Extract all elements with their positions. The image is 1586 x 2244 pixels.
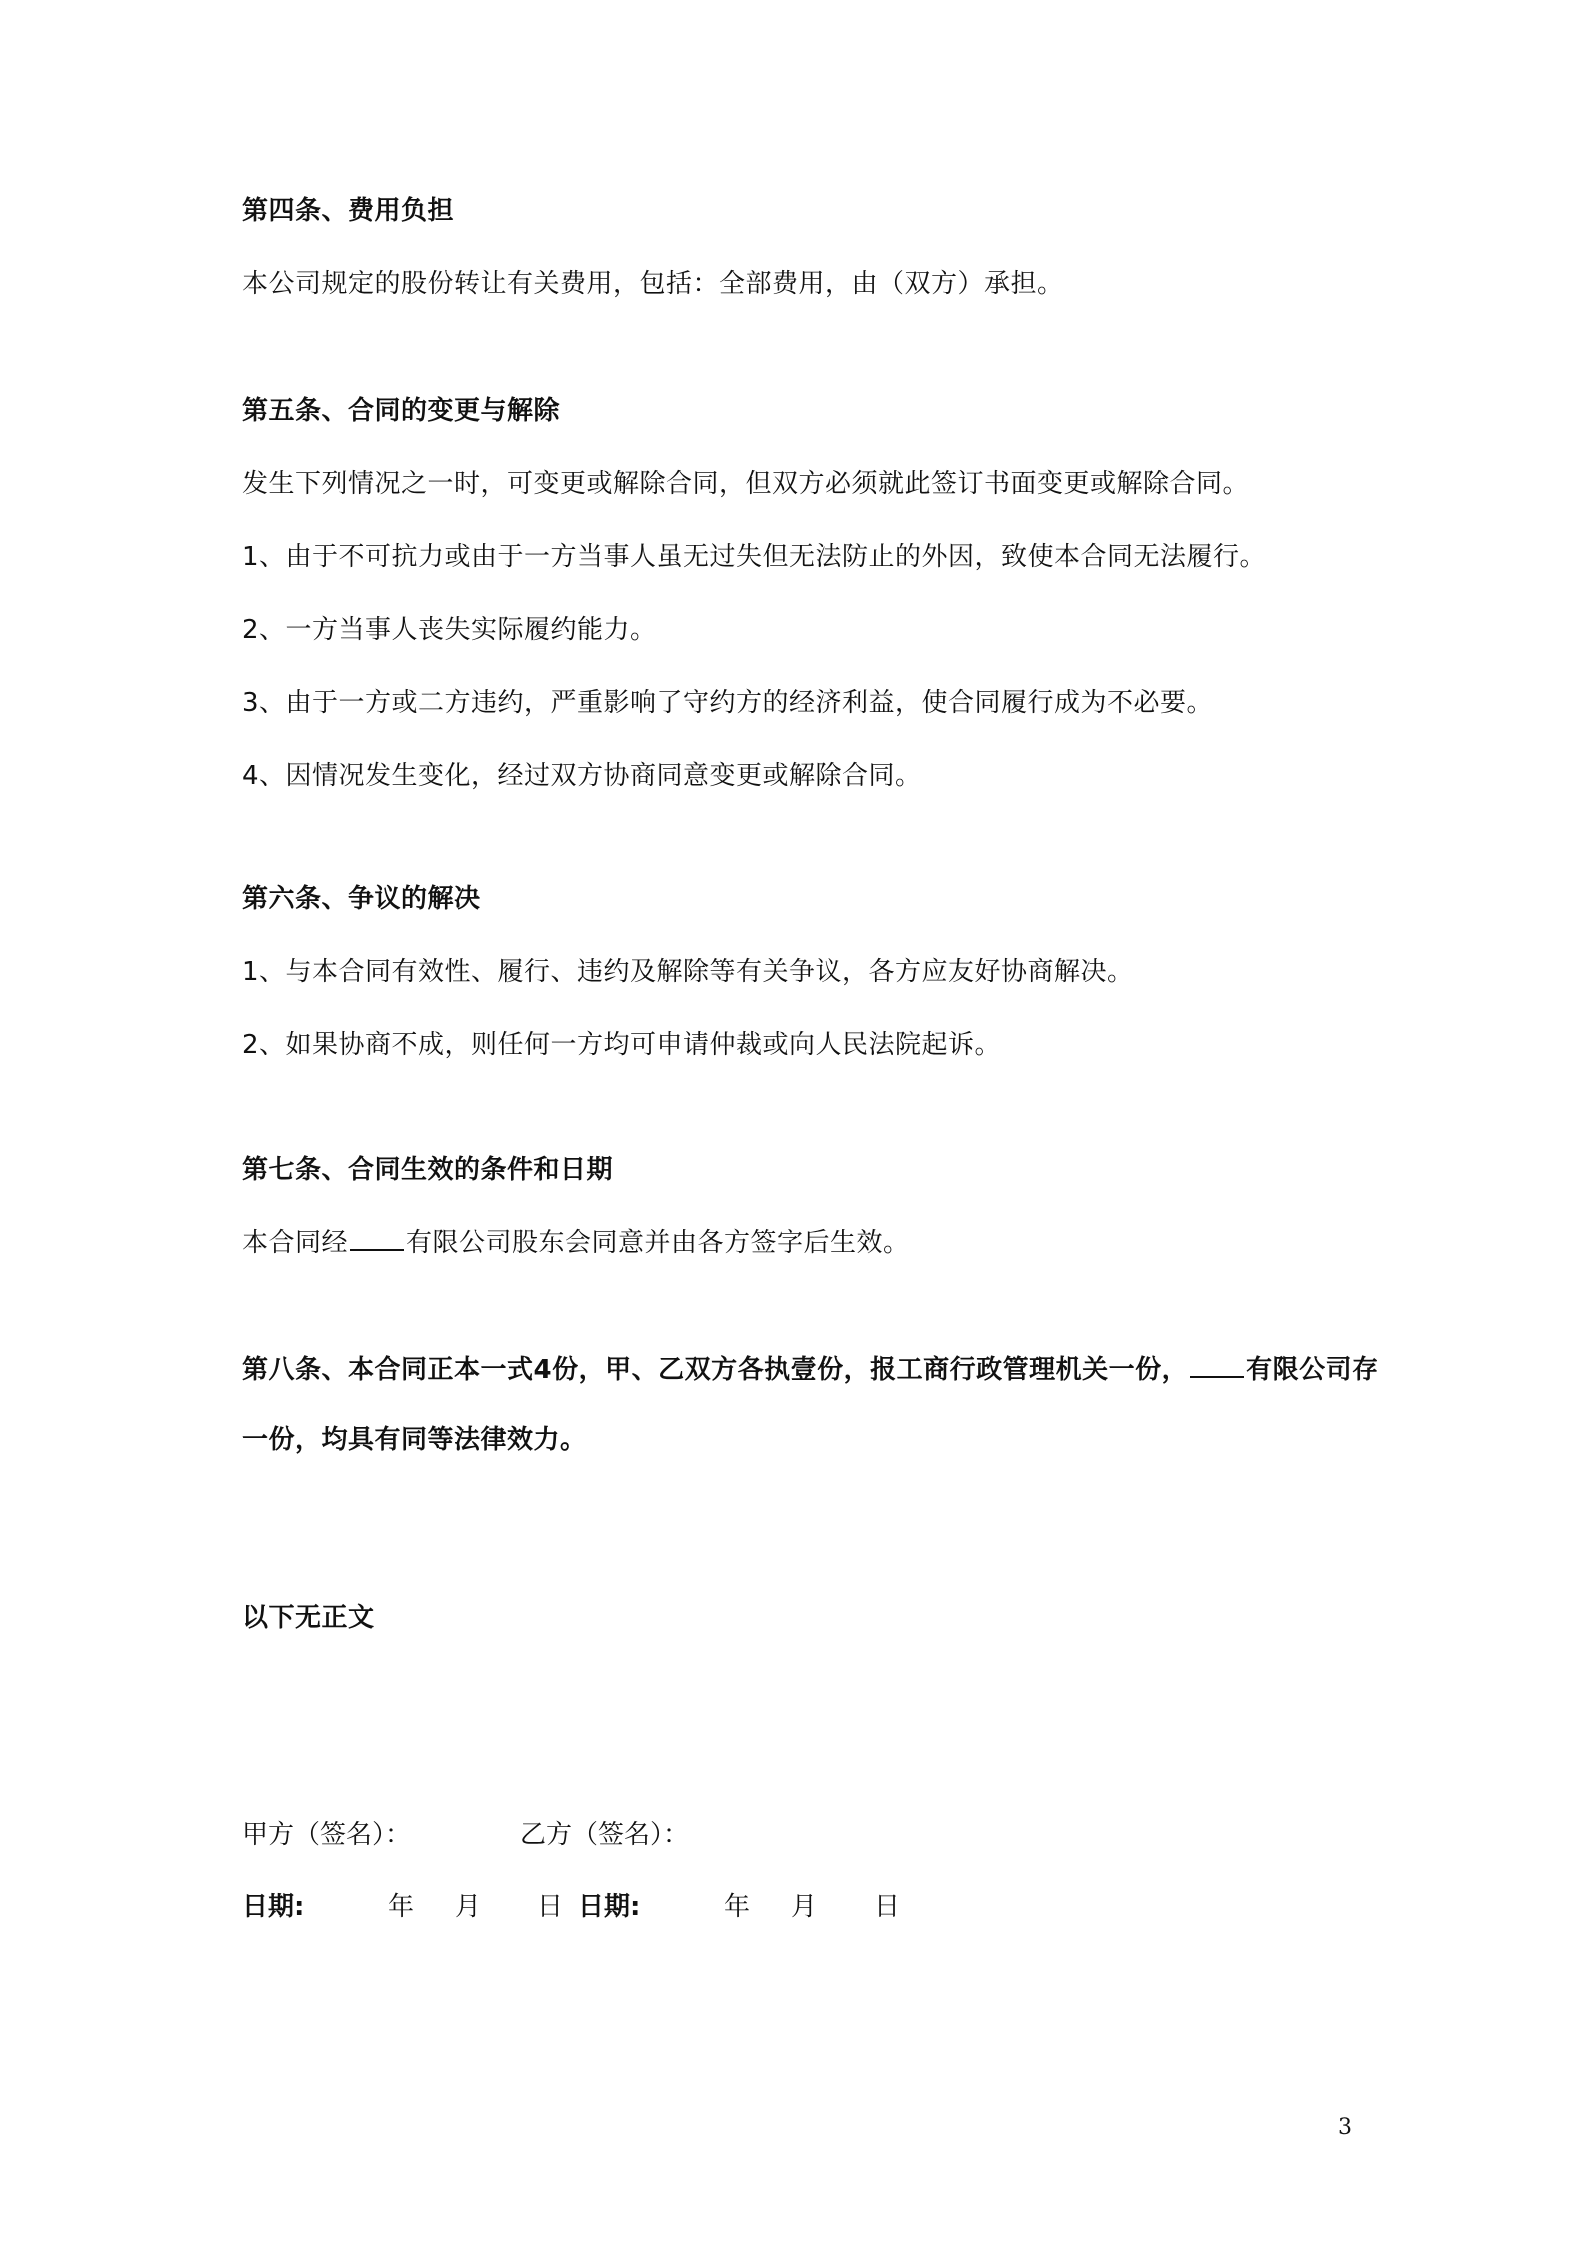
- party-a-date-year: 年: [388, 1892, 415, 1922]
- article-7-heading: 第七条、合同生效的条件和日期: [242, 1155, 614, 1185]
- party-b-date-day: 日: [874, 1892, 901, 1922]
- party-b-date-year: 年: [724, 1892, 751, 1922]
- party-b-date-month: 月: [791, 1892, 818, 1922]
- article-5-intro: 发生下列情况之一时，可变更或解除合同，但双方必须就此签订书面变更或解除合同。: [242, 469, 1250, 499]
- article-6-item: 1、与本合同有效性、履行、违约及解除等有关争议，各方应友好协商解决。: [242, 957, 1134, 987]
- party-a-date-month: 月: [455, 1892, 482, 1922]
- article-7-body-start: 本合同经: [242, 1228, 349, 1258]
- article-7-body-end: 有限公司股东会同意并由各方签字后生效。: [406, 1228, 910, 1258]
- page-number: 3: [1338, 2115, 1352, 2140]
- article-8-text-end: 有限公司存: [1246, 1355, 1379, 1385]
- article-5-item: 3、由于一方或二方违约，严重影响了守约方的经济利益，使合同履行成为不必要。: [242, 688, 1214, 718]
- party-a-date-day: 日: [537, 1892, 564, 1922]
- company-name-blank: [350, 1225, 404, 1251]
- article-5-item: 1、由于不可抗力或由于一方当事人虽无过失但无法防止的外因，致使本合同无法履行。: [242, 542, 1267, 572]
- article-8-line-2: 一份，均具有同等法律效力。: [242, 1425, 587, 1455]
- article-5-item: 2、一方当事人丧失实际履约能力。: [242, 615, 657, 645]
- party-a-date-label: 日期:: [242, 1892, 305, 1922]
- article-4-heading: 第四条、费用负担: [242, 196, 455, 226]
- article-6-heading: 第六条、争议的解决: [242, 884, 481, 914]
- article-7-body: [242, 1225, 910, 1261]
- end-of-text-note: 以下无正文: [242, 1603, 375, 1633]
- article-8-text-start: 第八条、本合同正本一式4份，甲、乙双方各执壹份，报工商行政管理机关一份，: [242, 1355, 1189, 1385]
- article-4-body: 本公司规定的股份转让有关费用，包括：全部费用，由（双方）承担。: [242, 269, 1064, 299]
- article-5-item: 4、因情况发生变化，经过双方协商同意变更或解除合同。: [242, 761, 922, 791]
- party-b-date-label: 日期:: [578, 1892, 641, 1922]
- party-b-signature-label: 乙方（签名）：: [520, 1820, 690, 1850]
- article-8-line-1: [242, 1352, 1379, 1388]
- party-a-signature-label: 甲方（签名）：: [242, 1820, 412, 1850]
- article-6-item: 2、如果协商不成，则任何一方均可申请仲裁或向人民法院起诉。: [242, 1030, 1002, 1060]
- company-name-blank: [1190, 1352, 1244, 1378]
- article-5-heading: 第五条、合同的变更与解除: [242, 396, 561, 426]
